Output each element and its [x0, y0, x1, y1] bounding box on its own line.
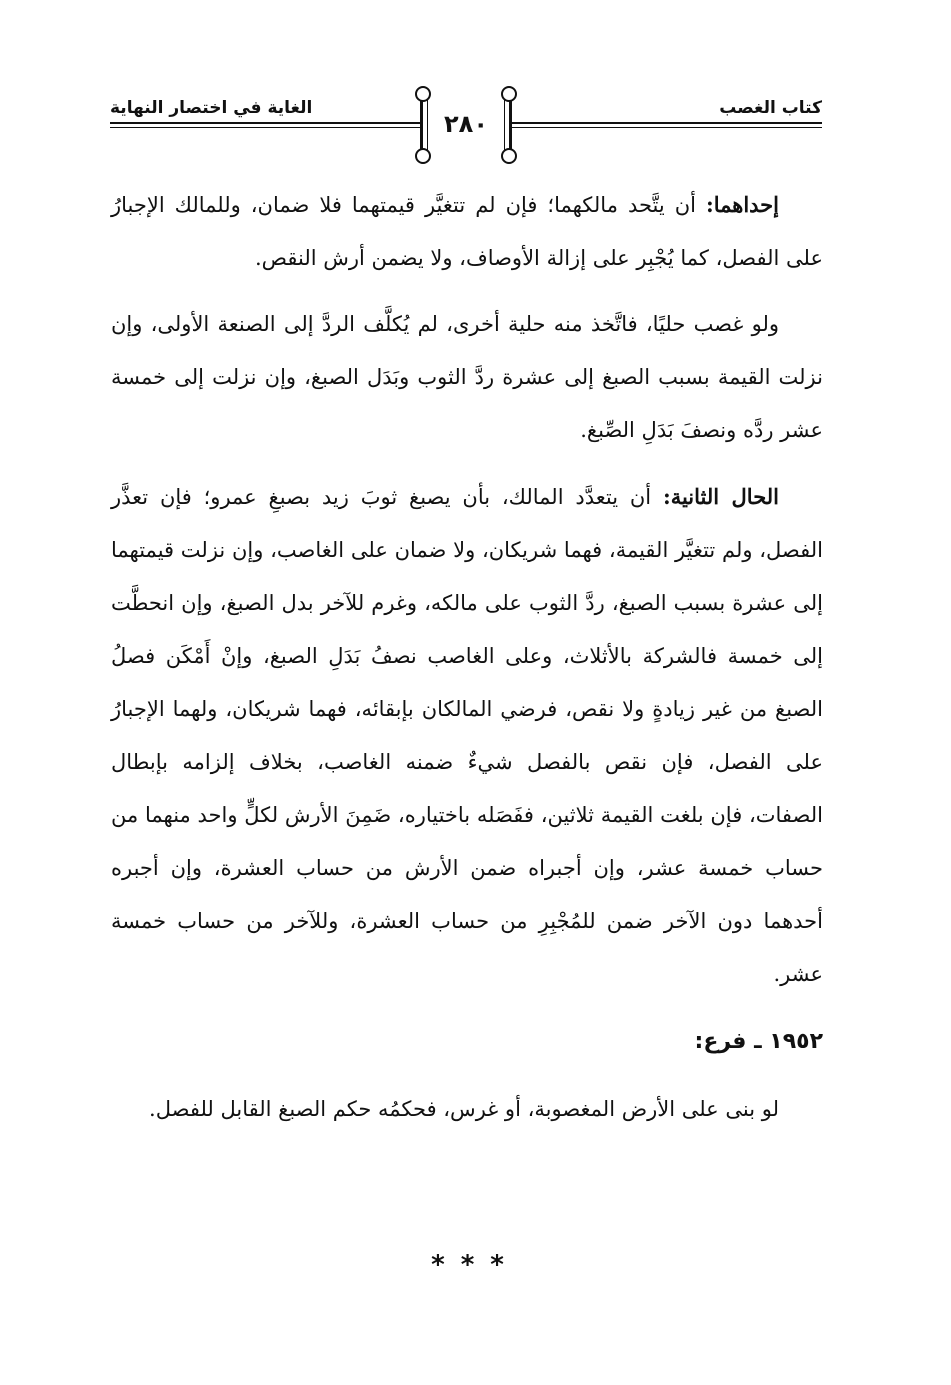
paragraph-2: ولو غصب حليًا، فاتَّخذ منه حلية أخرى، لم يُكلَّف الردَّ إلى الصنعة الأولى، وإن نزلت القيمة بسبب الصبغ إلى عشرة ردَّ الثوب وبَدَل الصبغ، وإن نزلت إلى خمسة عشر ردَّه ونصفَ بَدَلِ الصِّبغ. — [111, 312, 823, 442]
paragraph-3-text: أن يتعدَّد المالك، بأن يصبغ ثوبَ زيد بصبغِ عمرو؛ فإن تعذَّر الفصل، ولم تتغيَّر القيمة، فهما شريكان، ولا ضمان على الغاصب، وإن نزلت قيمتهما إلى عشرة بسبب الصبغ، ردَّ الثوب على مالكه، وغرم للآخر بدل الصبغ، وإن انحطَّت إلى خمسة فالشركة بالأثلاث، وعلى الغاصب نصفُ بَدَلِ الصبغ، وإنْ أَمْكَن فصلُ الصبغ من غير زيادةٍ ولا نقص، فرضي المالكان بإبقائه، فهما شريكان، ولهما الإجبارُ على الفصل، فإن نقص بالفصل شيءٌ ضمنه الغاصب، بخلاف إلزامه بإبطال الصفات، فإن بلغت القيمة ثلاثين، ففَصَله باختياره، ضَمِنَ الأرش لكلٍّ واحد منهما من حساب خمسة عشر، وإن أجبراه ضمن الأرش من حساب العشرة، وإن أجبره أحدهما دون الآخر ضمن للمُجْبِرِ من حساب العشرة، وللآخر من حساب خمسة عشر. — [111, 485, 823, 986]
paragraph-3 — [111, 470, 823, 1001]
running-title-chapter: كتاب الغصب — [719, 98, 822, 118]
paragraph-1-lead: إحداهما: — [705, 192, 779, 217]
page-number: ٢٨٠ — [444, 110, 488, 138]
running-title-book: الغاية في اختصار النهاية — [110, 98, 313, 118]
page-body — [111, 178, 823, 1136]
page-number-frame — [420, 92, 512, 158]
section-heading: ١٩٥٢ ـ فرع: — [694, 1029, 823, 1054]
paragraph-1-text: أن يتَّحد مالكهما؛ فإن لم تتغيَّر قيمتهما فلا ضمان، وللمالك الإجبارُ على الفصل، كما يُجْبِر على إزالة الأوصاف، ولا يضمن أرش النقص. — [111, 193, 823, 270]
paragraph-4: لو بنى على الأرض المغصوبة، أو غرس، فحكمُه حكم الصبغ القابل للفصل. — [149, 1097, 779, 1121]
paragraph-1 — [111, 178, 823, 285]
page-header — [110, 92, 822, 162]
end-mark: *** — [431, 1250, 520, 1280]
paragraph-3-lead: الحال الثانية: — [662, 484, 779, 509]
